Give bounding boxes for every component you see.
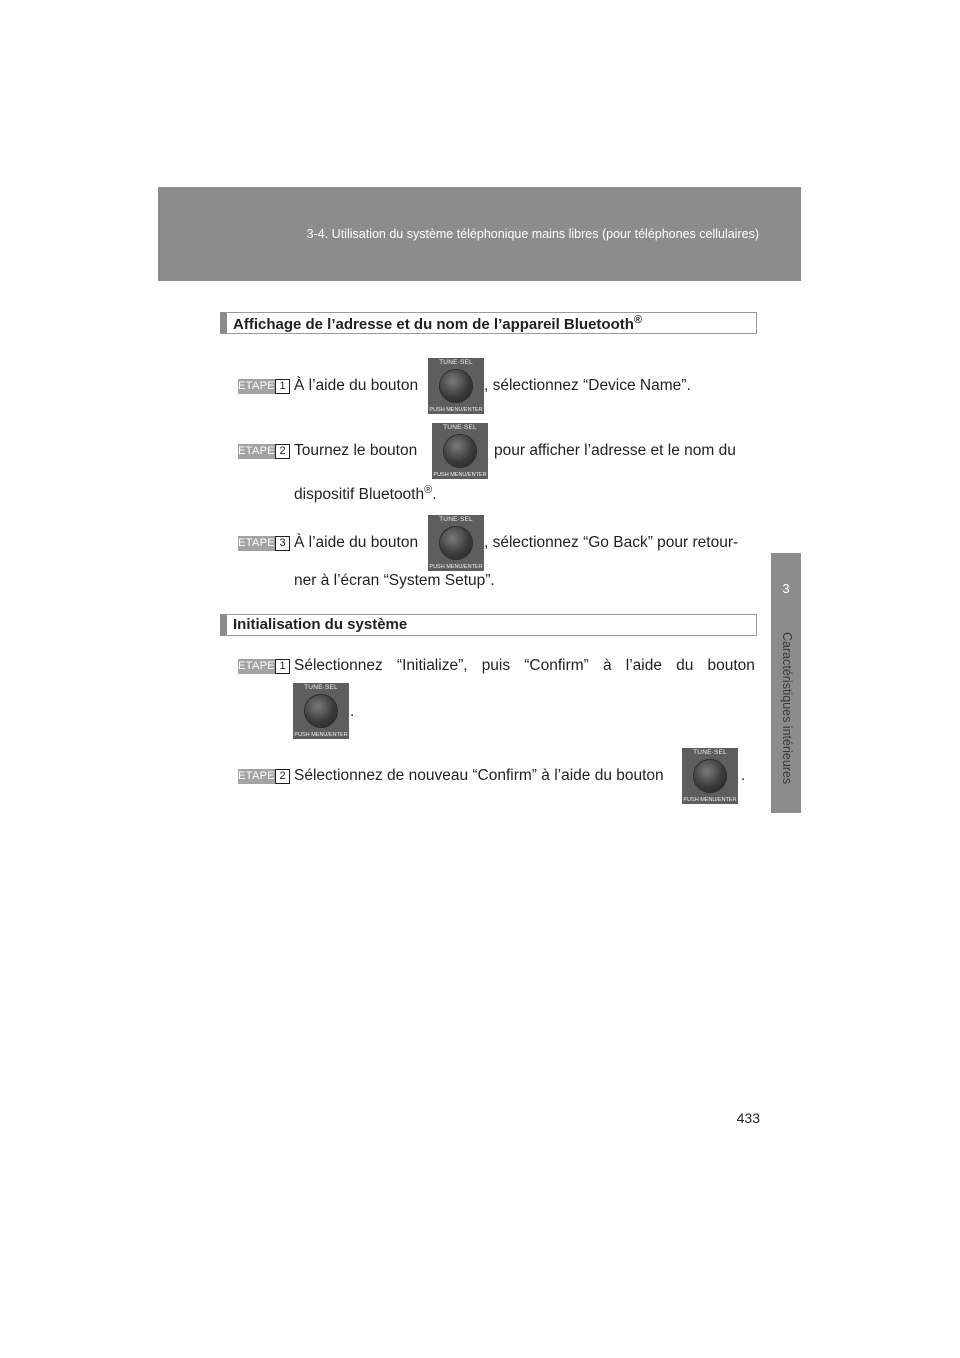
step-text: , sélectionnez “Device Name”. [484,377,691,394]
chapter-side-label: Caractéristiques intérieures [780,632,794,785]
step-text: À l’aide du bouton [294,377,419,394]
step-label: ETAPE [238,445,275,457]
chapter-title: 3-4. Utilisation du système téléphonique mains libres (pour téléphones cellulaires) [306,227,759,241]
tune-sel-knob-icon [428,358,484,414]
knob-bottom-label: PUSH MENU/ENTER [294,732,348,738]
step-number: 1 [275,659,290,674]
knob-dial [305,695,337,727]
step-text: pour afficher l’adresse et le nom du [494,442,736,459]
step-label: ETAPE [238,660,275,672]
step-label: ETAPE [238,380,275,392]
step-number: 2 [275,444,290,459]
page-number: 433 [736,1110,760,1126]
step-text-continued: dispositif Bluetooth®. [294,484,437,504]
step-badge [238,379,290,394]
step-number: 1 [275,379,290,394]
step-text: À l’aide du bouton [294,534,419,551]
step-text: . [741,767,746,784]
step-badge [238,536,290,551]
chapter-number: 3 [782,581,790,596]
step-label: ETAPE [238,770,275,782]
knob-bottom-label: PUSH MENU/ENTER [429,407,483,413]
knob-top-label: TUNE·SEL [439,516,473,523]
step-text-continued: ner à l’écran “System Setup”. [294,572,495,589]
step-badge [238,769,290,784]
knob-bottom-label: PUSH MENU/ENTER [433,472,487,478]
step-badge [238,444,290,459]
step-label: ETAPE [238,537,275,549]
knob-dial [444,435,476,467]
chapter-header [158,187,801,281]
knob-bottom-label: PUSH MENU/ENTER [683,797,737,803]
tune-sel-knob-icon [293,683,349,739]
step-text: , sélectionnez “Go Back” pour retour- [484,534,739,551]
step-badge [238,659,290,674]
knob-dial [440,370,472,402]
step-text: Sélectionnez de nouveau “Confirm” à l’aide du bouton [294,767,664,784]
tune-sel-knob-icon [428,515,484,571]
knob-top-label: TUNE·SEL [304,684,338,691]
section-heading-bluetooth [220,312,757,334]
step-text-justified: Sélectionnez “Initialize”, puis “Confirm” à l’aide du bouton [294,657,755,674]
section-title: Initialisation du système [233,616,408,633]
step-number: 3 [275,536,290,551]
knob-top-label: TUNE·SEL [439,359,473,366]
step-text-end: . [350,703,355,720]
step-number: 2 [275,769,290,784]
tune-sel-knob-icon [682,748,738,804]
knob-dial [440,527,472,559]
knob-top-label: TUNE·SEL [693,749,727,756]
knob-bottom-label: PUSH MENU/ENTER [429,564,483,570]
knob-dial [694,760,726,792]
tune-sel-knob-icon [432,423,488,479]
knob-top-label: TUNE·SEL [443,424,477,431]
section-heading-initialisation [220,614,757,636]
step-text: Tournez le bouton [294,442,418,459]
section-title: Affichage de l’adresse et du nom de l’appareil Bluetooth® [233,314,643,333]
